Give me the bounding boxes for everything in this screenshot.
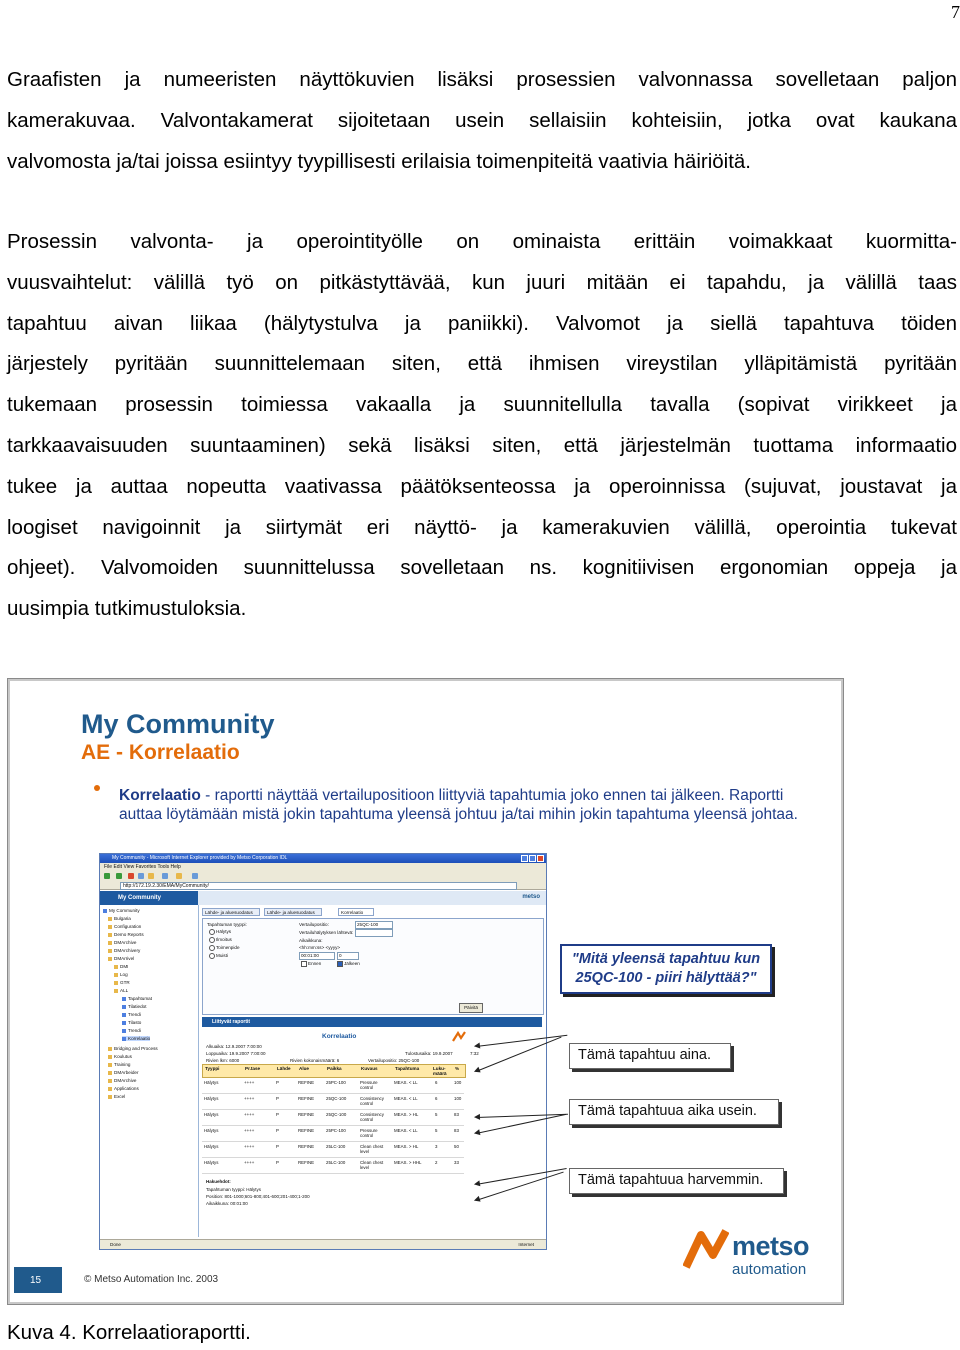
correlation-report	[202, 1027, 542, 1227]
folder-icon	[108, 1071, 112, 1075]
compare-alarm-select[interactable]	[355, 929, 393, 937]
folder-icon	[108, 1095, 112, 1099]
paragraph-line: vuusvaihtelut: välillä työ on pitkästyttävää, kun juuri mitään ei tapahdu, ja välillä taas	[7, 270, 957, 294]
header-strip	[198, 891, 546, 905]
tree-item[interactable]: Tilatiedot	[122, 1004, 146, 1009]
folder-icon	[108, 941, 112, 945]
folder-icon	[108, 1087, 112, 1091]
slide-figure	[7, 678, 844, 1305]
radio-alarm[interactable]	[209, 929, 215, 935]
radio-label: Ilmoitus	[216, 937, 232, 942]
status-text: Done	[110, 1242, 121, 1247]
meta-compare: Vertailupositio: 25QC-100	[368, 1058, 420, 1063]
after-label: Jälkeen	[344, 961, 360, 966]
paragraph-line: Prosessin valvonta- ja operointityölle on ominaista erittäin voimakkaat kuormitta-	[7, 230, 957, 253]
paragraph-line: tukemaan prosessin toimiessa vakaalla ja suunnitellulla tavalla (sopivat virikkeet ja	[7, 393, 957, 417]
tree-item[interactable]: ALL	[114, 988, 128, 993]
report-title: Korrelaatio	[322, 1033, 357, 1040]
folder-icon	[108, 1063, 112, 1067]
related-reports-bar[interactable]: Liittyvät raportit	[202, 1017, 542, 1027]
folder-icon	[108, 925, 112, 929]
update-button[interactable]: Päivitä	[459, 1003, 483, 1013]
tree-item[interactable]: Log	[114, 972, 128, 977]
paragraph-line: kamerakuvaa. Valvontakamerat sijoitetaan usein sellaisiin kohteisiin, jotka ovat kaukana	[7, 108, 957, 132]
folder-icon	[114, 981, 118, 985]
tree-item[interactable]: Trendi	[122, 1012, 141, 1017]
stop-icon[interactable]	[128, 873, 134, 879]
table-row: Hälytys ++++ P REFINE 25LC-100 Clean chest level MEAS. > HL 3 50	[202, 1142, 464, 1158]
bullet-icon	[94, 785, 100, 791]
logo-wordmark: metso	[732, 1231, 810, 1261]
folder-icon	[108, 917, 112, 921]
tab-source-filter-1[interactable]: Lähde- ja aluesuodatus	[202, 908, 260, 916]
folder-icon	[108, 1079, 112, 1083]
search-criteria-title: Hakuehdot:	[206, 1179, 231, 1184]
bullet-description: - raportti näyttää vertailupositioon liittyviä tapahtumia joko ennen tai jälkeen. Raportti auttaa löytämään mistä jokin tapahtuma yleensä johtuu ja/tai mihin jokin tapahtuma yleensä johtaa.	[119, 787, 798, 823]
search-icon[interactable]	[162, 873, 168, 879]
paragraph-2	[7, 222, 957, 630]
meta-events: Rivien kokonaismäärä: 6	[290, 1058, 340, 1063]
tree-item[interactable]: DMArchive	[108, 1078, 136, 1083]
window-title: My Community - Microsoft Internet Explorer provided by Metso Corporation IDL	[112, 855, 288, 861]
filter-form	[202, 918, 544, 1015]
paragraph-line: tukee ja auttaa nopeutta vaativassa päätöksenteossa ja operoinnissa (sujuvat, joustavat ja	[7, 474, 957, 498]
app-header: My Community	[100, 891, 198, 905]
radio-label: Muisti	[216, 953, 228, 958]
tab-correlation[interactable]: Korrelaatio	[338, 908, 374, 916]
address-bar	[100, 881, 546, 890]
metso-mini-logo: metso	[522, 894, 540, 900]
table-row: Hälytys ++++ P REFINE 25QC-100 Consistency control MEAS. > HL 5 83	[202, 1110, 464, 1126]
tree-item[interactable]: DMArbeider	[108, 1070, 139, 1075]
callout-question: "Mitä yleensä tapahtuu kun 25QC-100 - piiri hälyttää?"	[560, 944, 772, 994]
zone-text: Internet	[518, 1242, 534, 1247]
home-icon[interactable]	[148, 873, 154, 879]
window-value: 00:01:00	[301, 953, 319, 958]
meta-count: Rivien lkm: 6000	[206, 1058, 240, 1063]
tree-item[interactable]: Configuration	[108, 924, 141, 929]
report-icon	[122, 997, 126, 1001]
table-row: Hälytys ++++ P REFINE 25LC-100 Clean chest level MEAS. > HHL 2 33	[202, 1158, 464, 1174]
metso-logo-icon	[683, 1227, 729, 1271]
tree-item[interactable]: Training	[108, 1062, 130, 1067]
after-checkbox[interactable]	[337, 961, 343, 967]
callout-always: Tämä tapahtuu aina.	[569, 1043, 731, 1069]
column-header: Kuvaus	[361, 1066, 378, 1071]
column-header: Tapahtuma	[395, 1066, 420, 1071]
status-bar	[100, 1239, 546, 1249]
tree-item[interactable]: DMI	[114, 964, 128, 969]
tree-item[interactable]: DMArchive	[108, 940, 136, 945]
figure-caption: Kuva 4. Korrelaatioraportti.	[7, 1321, 251, 1344]
maximize-icon[interactable]	[529, 855, 536, 862]
folder-icon	[108, 1047, 112, 1051]
refresh-icon[interactable]	[138, 873, 144, 879]
forward-icon[interactable]	[116, 873, 122, 879]
column-header: Pr.tase	[245, 1066, 261, 1071]
tree-item[interactable]: Tapahtumat	[122, 996, 152, 1001]
compare-alarm-label: Vertailuhälytyksen lähtevä:	[299, 930, 354, 935]
folder-icon	[108, 957, 112, 961]
minimize-icon[interactable]	[521, 855, 528, 862]
folder-icon	[108, 933, 112, 937]
print-icon[interactable]	[192, 873, 198, 879]
paragraph-line: loogiset navigoinnit ja siirtymät eri näyttö- ja kamerakuvien välillä, operointia tukevat	[7, 515, 957, 539]
report-icon	[122, 1005, 126, 1009]
menu-bar[interactable]: File Edit View Favorites Tools Help	[100, 863, 546, 871]
radio-label: Toimenpide	[216, 945, 240, 950]
tree-item[interactable]: My Community	[103, 908, 140, 913]
window-label: Aikaikkuna:	[299, 938, 323, 943]
paragraph-1	[7, 60, 957, 182]
address-input[interactable]	[120, 882, 517, 890]
navigation-tree	[100, 905, 199, 1237]
window-titlebar	[100, 854, 546, 863]
window-count-value: 0	[339, 953, 342, 958]
before-label: Ennen	[308, 961, 322, 966]
bullet-bold-term: Korrelaatio	[119, 787, 201, 804]
page-number: 7	[951, 2, 960, 22]
table-row: Hälytys ++++ P REFINE 25PC-100 Pressure control MEAS. < LL 6 100	[202, 1078, 464, 1094]
paragraph-line: Graafisten ja numeeristen näyttökuvien lisäksi prosessien valvonnassa sovelletaan paljon	[7, 68, 957, 91]
column-header: Paikka	[327, 1066, 342, 1071]
tree-item[interactable]: GTR	[114, 980, 130, 985]
search-criteria-line: Tapahtuman tyyppi: Hälytys	[206, 1187, 262, 1192]
window-count-input[interactable]	[337, 952, 359, 960]
paragraph-line: järjestely pyritään suunnittelemaan siten, että ihmisen vireystilan ylläpitämistä pyritään	[7, 352, 957, 376]
logo-subtitle: automation	[732, 1261, 807, 1278]
slide-copyright: © Metso Automation Inc. 2003	[84, 1274, 219, 1285]
folder-icon	[114, 965, 118, 969]
tree-item[interactable]: Demo Reports	[108, 932, 144, 937]
tree-item[interactable]: Tilasto	[122, 1020, 141, 1025]
radio-other[interactable]	[209, 953, 215, 959]
tree-item[interactable]: Excel	[108, 1094, 125, 1099]
position-label: Vertailupositio:	[299, 922, 329, 927]
report-icon	[122, 1029, 126, 1033]
paragraph-line: tapahtuu aivan liikaa (hälytystulva ja paniikki). Valvomot ja siellä tapahtuva töiden	[7, 311, 957, 335]
tree-item[interactable]: Applications	[108, 1086, 139, 1091]
tree-item[interactable]: DMArchivery	[108, 948, 140, 953]
close-icon[interactable]	[537, 855, 544, 862]
column-header: Tyyppi	[205, 1066, 220, 1071]
address-text: http://172.19.2.30/EMA/MyCommunity/	[123, 883, 209, 889]
report-table-header	[202, 1064, 466, 1078]
column-header: Lähde	[277, 1066, 291, 1071]
slide-subtitle: AE - Korrelaatio	[81, 741, 240, 764]
tree-item[interactable]: Bulgaria	[108, 916, 131, 921]
meta-start: Alkuaika: 12.9.2007 7:00:00	[206, 1044, 262, 1049]
table-row: Hälytys ++++ P REFINE 25PC-100 Pressure control MEAS. < LL 5 83	[202, 1126, 464, 1142]
folder-icon	[114, 989, 118, 993]
column-header: Luku- määrä	[433, 1066, 447, 1076]
folder-icon	[108, 949, 112, 953]
slide-title: My Community	[81, 709, 275, 739]
folder-icon	[108, 1055, 112, 1059]
meta-print-time-2: 7:32	[470, 1051, 479, 1056]
callout-rarely: Tämä tapahtuua harvemmin.	[569, 1168, 784, 1194]
browser-screenshot	[99, 853, 547, 1250]
metso-report-logo	[452, 1031, 466, 1043]
callout-often: Tämä tapahtuua aika usein.	[569, 1099, 779, 1125]
table-row: Hälytys ++++ P REFINE 25QC-100 Consistency control MEAS. < LL 6 100	[202, 1094, 464, 1110]
radio-action[interactable]	[209, 945, 215, 951]
paragraph-line: uusimpia tutkimustuloksia.	[7, 597, 247, 621]
paragraph-line: tarkkaavaisuuden suuntaaminen) sekä lisäksi siten, että järjestelmän tuottama informaatio	[7, 433, 957, 457]
report-icon	[122, 1037, 126, 1041]
tree-item[interactable]: Koulutus	[108, 1054, 132, 1059]
meta-end: Loppuaika: 19.9.2007 7:00:00	[206, 1051, 266, 1056]
report-icon	[122, 1013, 126, 1017]
column-header: %	[455, 1066, 460, 1071]
folder-icon	[103, 909, 107, 913]
paragraph-line: valvomosta ja/tai joissa esiintyy tyypillisesti erilaisia toimenpiteitä vaativia häiriöitä.	[7, 149, 752, 173]
position-value: 25QC-100	[357, 922, 379, 927]
slide-number: 15	[30, 1275, 42, 1286]
window-input[interactable]	[299, 952, 335, 960]
report-icon	[122, 1021, 126, 1025]
tree-item-selected[interactable]: Korrelaatio	[122, 1036, 150, 1041]
radio-notice[interactable]	[209, 937, 215, 943]
tree-item[interactable]: Bridging and Process	[108, 1046, 158, 1051]
window-hint: <hh:mm:ss> <yyyy>	[299, 945, 341, 950]
search-criteria-line: Position: 801-1000;601-800;401-600;201-400;1-200	[206, 1194, 310, 1199]
tree-item[interactable]: Trendi	[122, 1028, 141, 1033]
folder-icon	[114, 973, 118, 977]
favorites-icon[interactable]	[176, 873, 182, 879]
paragraph-line: ohjeet). Valvomoiden suunnittelussa sovelletaan ns. kognitiivisen ergonomian oppeja ja	[7, 556, 957, 580]
event-type-label: Tapahtuman tyyppi:	[207, 922, 247, 927]
tab-source-filter-2[interactable]: Lähde- ja aluesuodatus	[264, 908, 322, 916]
before-checkbox[interactable]	[301, 961, 307, 967]
slide-bullet-text	[119, 787, 809, 824]
meta-print-time: Tulostusaika: 19.9.2007	[405, 1051, 453, 1056]
back-icon[interactable]	[104, 873, 110, 879]
column-header: Alue	[299, 1066, 309, 1071]
position-input[interactable]	[355, 921, 393, 929]
tree-item[interactable]: DMArrivel	[108, 956, 134, 961]
search-criteria-line: Aikaikkuna: 00:01:00	[206, 1201, 248, 1206]
radio-label: Hälytys	[216, 929, 232, 934]
